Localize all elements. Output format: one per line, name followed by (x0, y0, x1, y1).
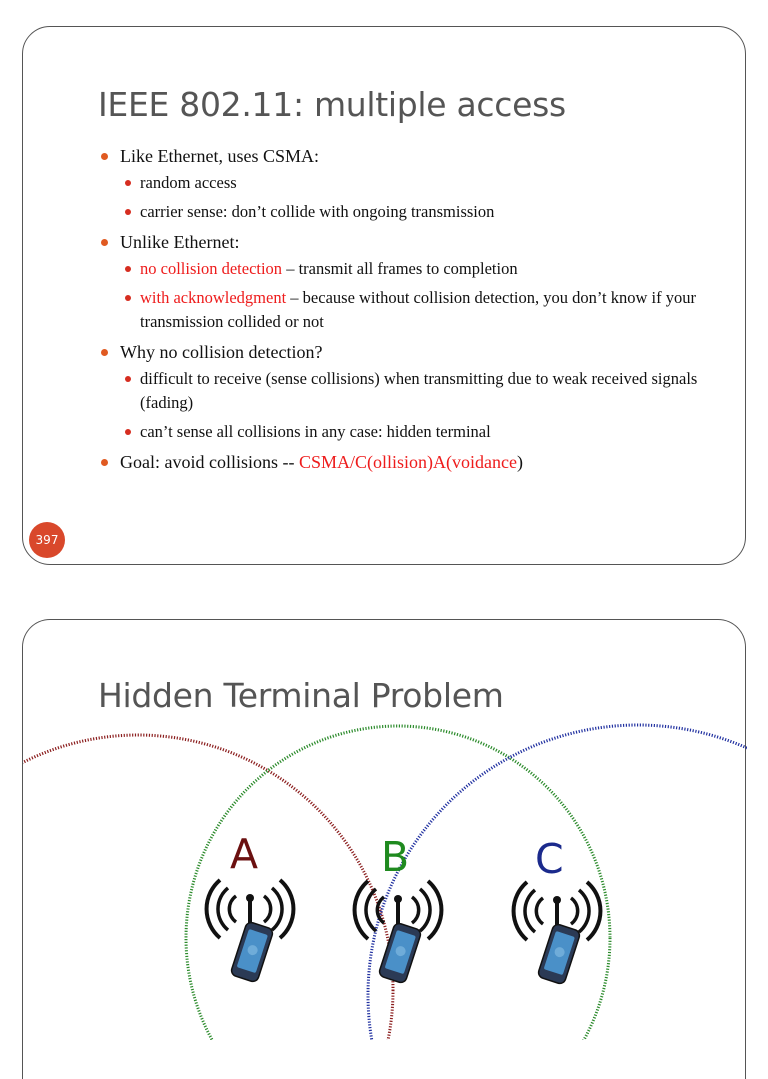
sub-bullet-item (119, 420, 699, 444)
wireless-phone-icon (355, 881, 442, 984)
sub-bullet-item (119, 257, 699, 281)
highlight-text: CSMA/C(ollision)A(voidance (298, 452, 517, 472)
bullet-text: Goal: avoid collisions -- (120, 452, 299, 472)
bullet-text: ) (516, 452, 523, 472)
sub-bullet-list (119, 171, 699, 224)
sub-bullet-text: – because without collision detection, you don’t know if your transmission collided or not (140, 288, 697, 331)
sub-bullet-list (119, 367, 699, 444)
bullet-text: Why no collision detection? (120, 342, 323, 362)
slide-title: IEEE 802.11: multiple access (98, 85, 566, 124)
sub-bullet-text: – transmit all frames to completion (282, 259, 518, 278)
sub-bullet-item (119, 200, 699, 224)
range-circle-b (186, 726, 610, 1040)
slide-title: Hidden Terminal Problem (98, 676, 504, 715)
node-label-a: A (230, 830, 259, 878)
sub-bullet-list (119, 257, 699, 334)
node-label-b: B (381, 833, 410, 881)
slide-ieee-80211 (22, 26, 746, 565)
sub-bullet-text: carrier sense: don’t collide with ongoing transmission (140, 202, 495, 221)
bullet-item (99, 450, 699, 474)
sub-bullet-text: difficult to receive (sense collisions) when transmitting due to weak received signals (fading) (140, 369, 698, 412)
range-circle-a (23, 735, 393, 1040)
node-label-c: C (535, 835, 564, 883)
wireless-phone-icon (514, 882, 601, 985)
hidden-terminal-diagram (23, 620, 747, 1040)
highlight-text: no collision detection (140, 259, 283, 278)
bullet-item (99, 144, 699, 224)
wireless-phone-icon (207, 880, 294, 983)
bullet-item (99, 340, 699, 444)
bullet-list (99, 144, 699, 480)
slide-hidden-terminal (22, 619, 746, 1079)
sub-bullet-text: random access (140, 173, 237, 192)
page-number-badge: 397 (29, 522, 65, 558)
bullet-text: Unlike Ethernet: (120, 232, 240, 252)
sub-bullet-item (119, 286, 699, 334)
bullet-text: Like Ethernet, uses CSMA: (120, 146, 319, 166)
sub-bullet-item (119, 367, 699, 415)
highlight-text: with acknowledgment (140, 288, 287, 307)
sub-bullet-item (119, 171, 699, 195)
sub-bullet-text: can’t sense all collisions in any case: hidden terminal (140, 422, 491, 441)
bullet-item (99, 230, 699, 334)
